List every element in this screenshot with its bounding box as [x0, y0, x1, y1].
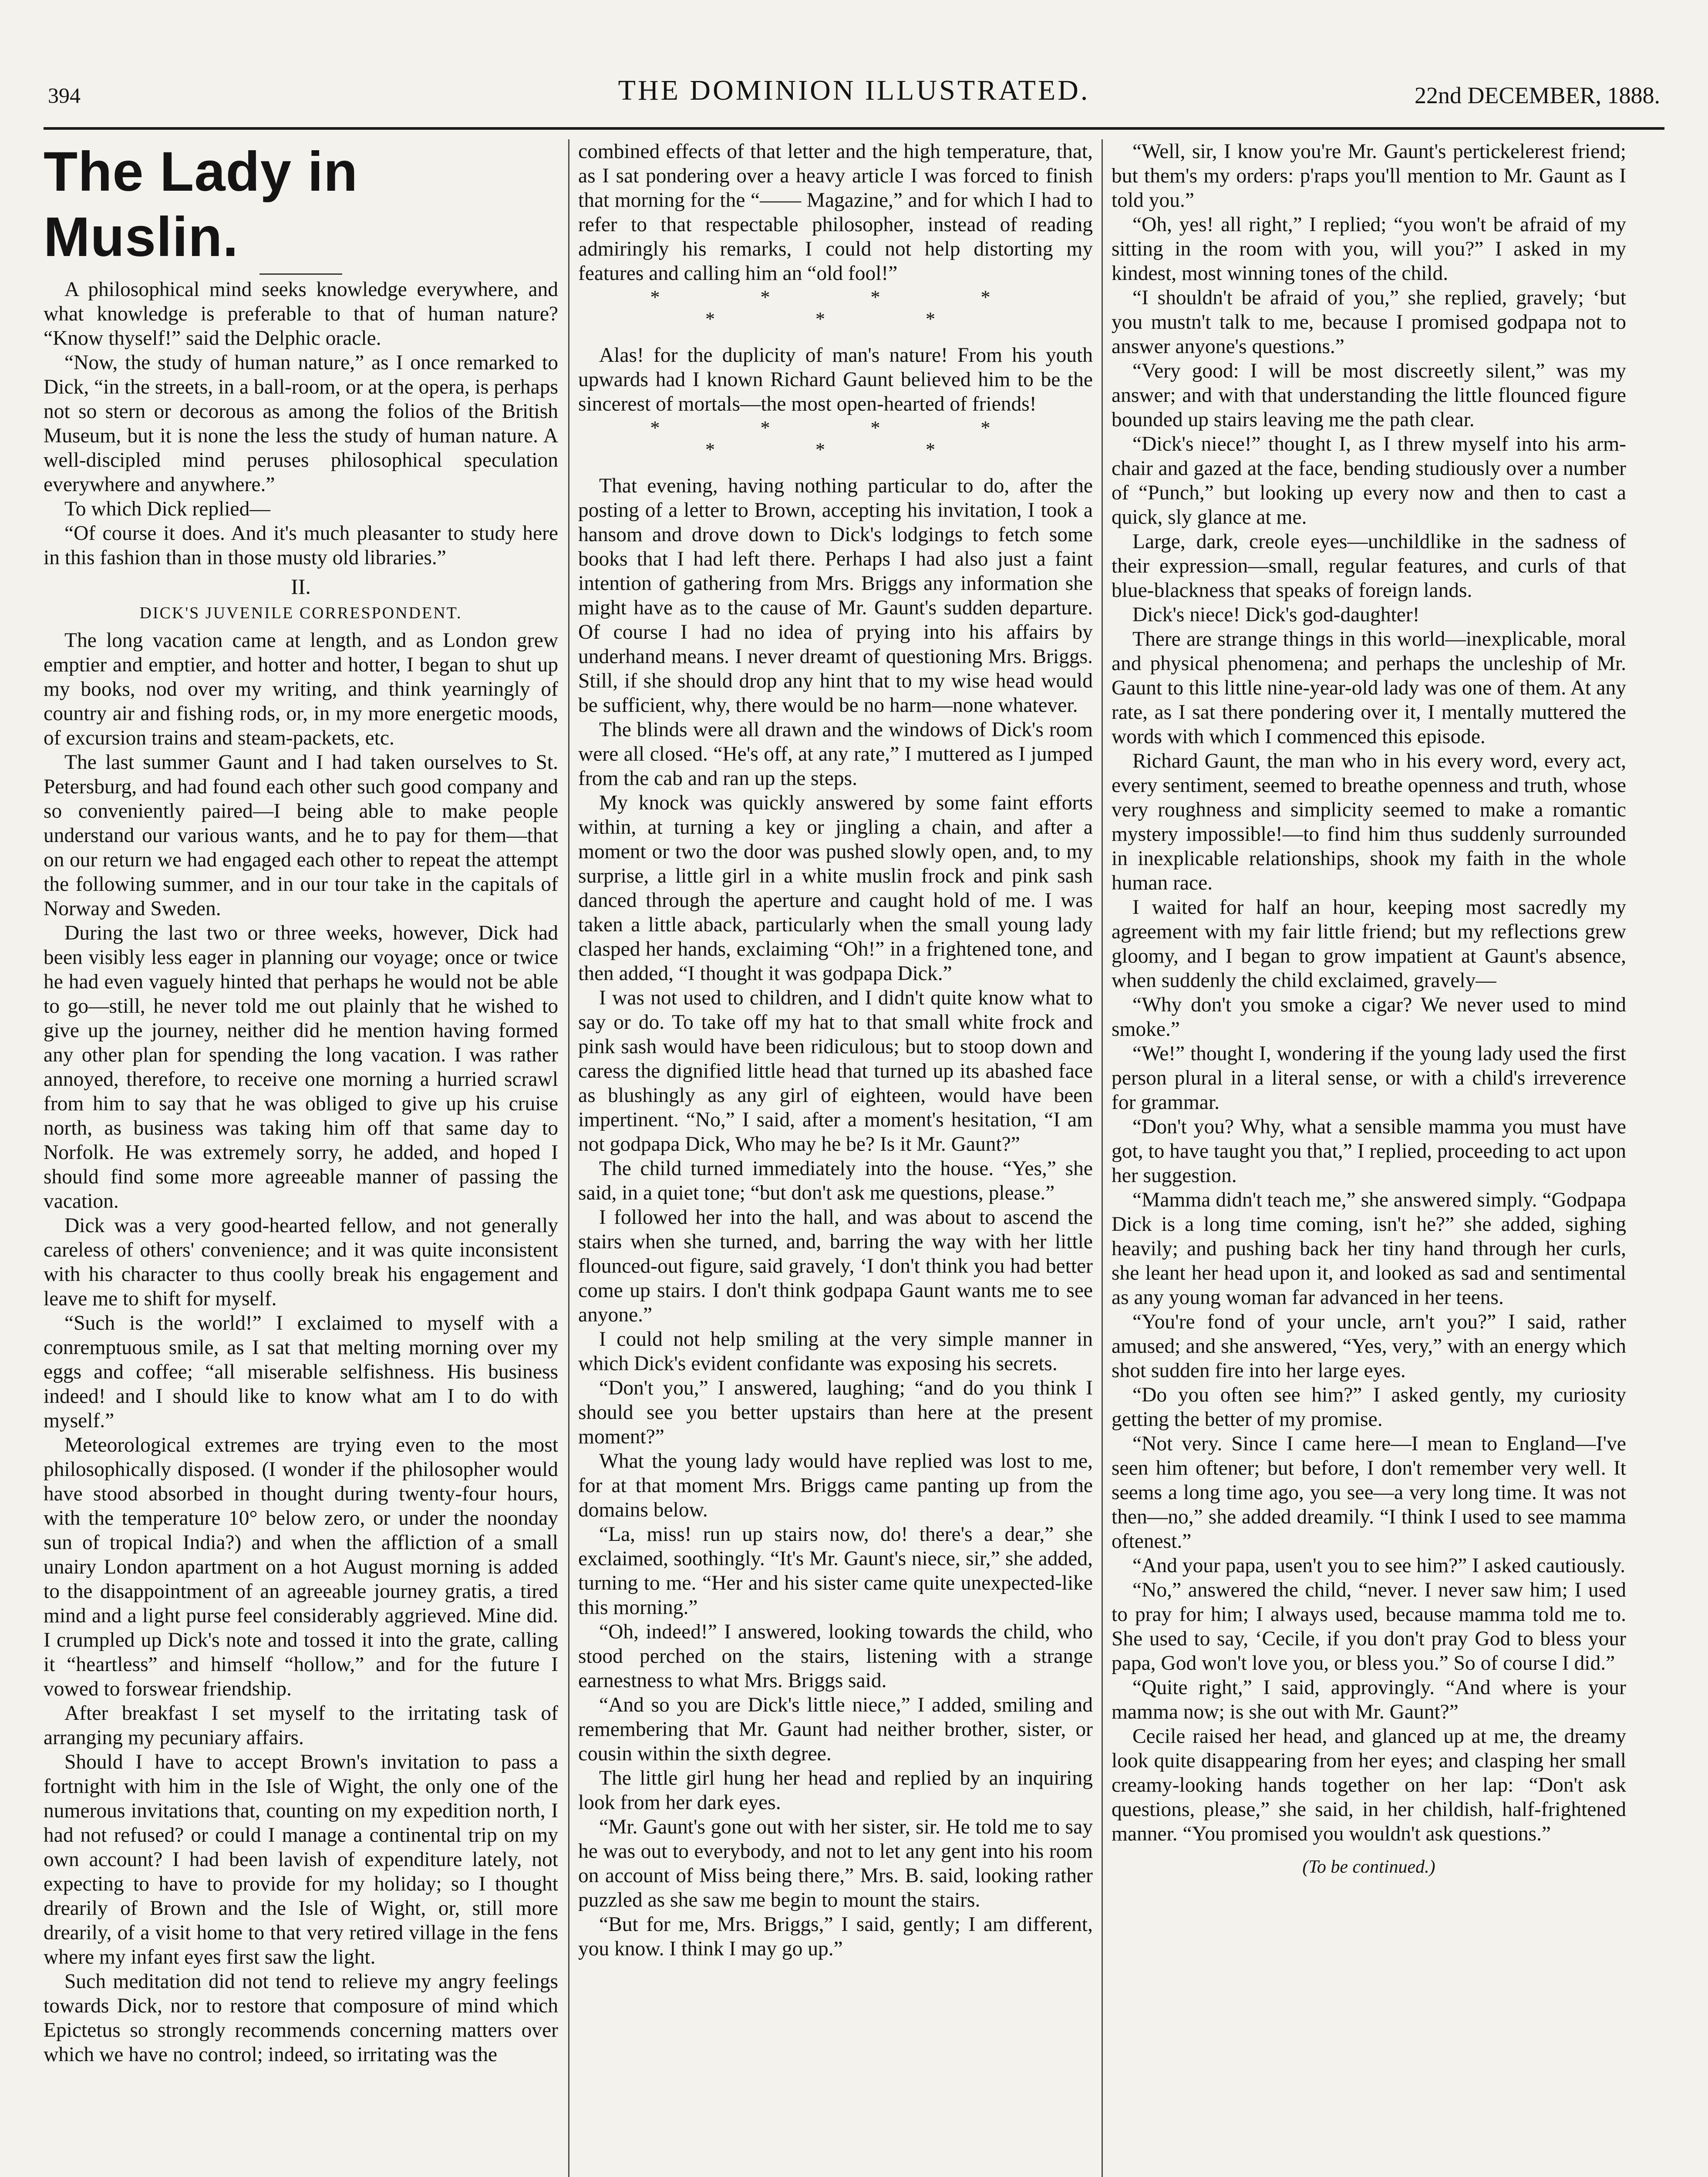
paragraph: Meteorological extremes are trying even to the most philosophically disposed. (I wonder if the philosopher would have stood absorbed in thought during twenty-four hours, with the temperature 10° below zero, or under the noonday sun of tropical India?) and when the affliction of a small unairy London apartment on a hot August morning is added to the disappointment of an agreeable journey gratis, a tired mind and a light purse feel considerably aggrieved. Mine did. I crumpled up Dick's note and tossed it into the grate, calling it “heartless” and himself “hollow,” and for the future I vowed to forswear friendship. [44, 1434, 558, 1700]
paragraph: The blinds were all drawn and the windows of Dick's room were all closed. “He's off, at any rate,” I muttered as I jumped from the cab and ran up the steps. [578, 718, 1093, 790]
paragraph: combined effects of that letter and the high temperature, that, as I sat pondering over a heavy article I was forced to finish that morning for the “—— Magazine,” and for which I had to refer to that respectable philosopher, instead of reading admiringly his remarks, I could not help distorting my features and calling him an “old fool!” [578, 140, 1093, 285]
column-3-body [1112, 139, 1626, 1846]
paragraph: “Now, the study of human nature,” as I once remarked to Dick, “in the streets, in a ball-room, or at the opera, is perhaps not so stern or decorous as among the folios of the British Museum, but it is none the less the study of human nature. A well-discipled mind peruses philosophical speculation everywhere and anywhere.” [44, 351, 558, 496]
paragraph: What the young lady would have replied was lost to me, for at that moment Mrs. Briggs came panting up from the domains below. [578, 1450, 1093, 1521]
paragraph: There are strange things in this world—inexplicable, moral and physical phenomena; and perhaps the uncleship of Mr. Gaunt to this little nine-year-old lady was one of them. At any rate, as I sat there pondering over it, I mentally muttered the words with which I commenced this episode. [1112, 628, 1626, 748]
paragraph: Richard Gaunt, the man who in his every word, every act, every sentiment, seemed to breathe openness and truth, whose very roughness and simplicity seemed to make a romantic mystery impossible!—to find him thus suddenly surrounded in inexplicable relationships, shook my faith in the whole human race. [1112, 750, 1626, 894]
paragraph: Large, dark, creole eyes—unchildlike in the sadness of their expression—small, regular features, and curls of that blue-blackness that speaks of foreign lands. [1112, 530, 1626, 602]
paragraph: “And your papa, usen't you to see him?” I asked cautiously. [1132, 1554, 1625, 1577]
title-rule [259, 273, 342, 275]
paragraph: “Quite right,” I said, approvingly. “And where is your mamma now; is she out with Mr. Gaunt?” [1112, 1676, 1626, 1723]
column-2 [578, 139, 1093, 2177]
paragraph: After breakfast I set myself to the irritating task of arranging my pecuniary affairs. [44, 1702, 558, 1749]
column-1-intro [44, 277, 558, 570]
paragraph: “Not very. Since I came here—I mean to England—I've seen him oftener; but before, I don't remember very well. It seems a long time ago, you see—a very long time. It was not then—no,” she added dreamily. “I think I used to see mamma oftenest.” [1112, 1432, 1626, 1553]
section-break-stars: * * * * * * * [650, 286, 1038, 330]
paragraph: “And so you are Dick's little niece,” I added, smiling and remembering that Mr. Gaunt had neither brother, sister, or cousin within the sixth degree. [578, 1694, 1093, 1765]
paragraph: “You're fond of your uncle, arn't you?” I said, rather amused; and she answered, “Yes, very,” with an energy which shot sudden fire into her large eyes. [1112, 1311, 1626, 1382]
paragraph: The last summer Gaunt and I had taken ourselves to St. Petersburg, and had found each other such good company and so conveniently paired—I being able to make people understand our various wants, and he to pay for them—that on our return we had engaged each other to repeat the attempt the following summer, and in our tour take in the capitals of Norway and Sweden. [44, 751, 558, 920]
paragraph: “Very good: I will be most discreetly silent,” was my answer; and with that understanding the little flounced figure bounded up stairs leaving me the path clear. [1112, 360, 1626, 431]
paragraph: “We!” thought I, wondering if the young lady used the first person plural in a literal sense, or with a child's irreverence for grammar. [1112, 1042, 1626, 1114]
paragraph: “But for me, Mrs. Briggs,” I said, gently; I am different, you know. I think I may go up.” [578, 1913, 1093, 1960]
paragraph: The long vacation came at length, and as London grew emptier and emptier, and hotter and hotter, I began to shut up my books, nod over my writing, and think yearningly of country air and fishing rods, or, in my more energetic moods, of excursion trains and steam-packets, etc. [44, 629, 558, 749]
paragraph: “Mr. Gaunt's gone out with her sister, sir. He told me to say he was out to everybody, and not to let any gent into his room on account of Miss being there,” Mrs. B. said, looking rather puzzled as she saw me begin to mount the stairs. [578, 1816, 1093, 1911]
paragraph: To which Dick replied— [64, 498, 270, 520]
to-be-continued: (To be continued.) [1302, 1857, 1435, 1877]
paragraph: “Of course it does. And it's much pleasanter to study here in this fashion than in those musty old libraries.” [44, 522, 558, 569]
paragraph: “Dick's niece!” thought I, as I threw myself into his arm-chair and gazed at the face, bending studiously over a number of “Punch,” but looking up every now and then to cast a quick, sly glance at me. [1112, 433, 1626, 529]
paragraph: I was not used to children, and I didn't quite know what to say or do. To take off my hat to that small white frock and pink sash would have been ridiculous; but to stoop down and caress the dignified little head that turned up its abashed face as blushingly as any girl of eighteen, would have been impertinent. “No,” I said, after a moment's hesitation, “I am not godpapa Dick, Who may he be? Is it Mr. Gaunt?” [578, 987, 1093, 1156]
column-2-part-c [578, 474, 1093, 1961]
masthead: THE DOMINION ILLUSTRATED. [618, 74, 1090, 106]
paragraph: “Oh, yes! all right,” I replied; “you won't be afraid of my sitting in the room with you, will you?” I asked in my kindest, most winning tones of the child. [1112, 213, 1626, 285]
paragraph: “Don't you? Why, what a sensible mamma you must have got, to have taught you that,” I replied, proceeding to act upon her suggestion. [1112, 1115, 1626, 1187]
paragraph: Such meditation did not tend to relieve my angry feelings towards Dick, nor to restore that composure of mind which Epictetus so strongly recommends concerning matters over which we have no control; indeed, so irritating was the [44, 1970, 558, 2066]
column-1-body [44, 628, 558, 2067]
paragraph: My knock was quickly answered by some faint efforts within, at turning a key or jingling a chain, and after a moment or two the door was pushed slowly open, and, to my surprise, a little girl in a white muslin frock and pink sash danced through the aperture and caught hold of me. I was taken a little aback, particularly when the small young lady clasped her hands, exclaiming “Oh!” in a frightened tone, and then added, “I thought it was godpapa Dick.” [578, 792, 1093, 985]
section-number: II. [291, 574, 311, 599]
paragraph: “Don't you,” I answered, laughing; “and do you think I should see you better upstairs than here at the present moment?” [578, 1377, 1093, 1448]
paragraph: I waited for half an hour, keeping most sacredly my agreement with my fair little friend; but my reflections grew gloomy, and I began to grow impatient at Gaunt's absence, when suddenly the child exclaimed, gravely— [1112, 896, 1626, 992]
column-divider [1102, 139, 1103, 2177]
paragraph: “Why don't you smoke a cigar? We never used to mind smoke.” [1112, 994, 1626, 1041]
paragraph: Dick's niece! Dick's god-daughter! [1132, 603, 1420, 626]
paragraph: “Do you often see him?” I asked gently, my curiosity getting the better of my promise. [1112, 1384, 1626, 1431]
paragraph: The little girl hung her head and replied by an inquiring look from her dark eyes. [578, 1767, 1093, 1814]
paragraph: Dick was a very good-hearted fellow, and not generally careless of others' convenience; and it was quite inconsistent with his character to thus coolly break his engagement and leave me to shift for myself. [44, 1214, 558, 1310]
paragraph: “I shouldn't be afraid of you,” she replied, gravely; ‘but you mustn't talk to me, because I promised godpapa not to answer anyone's questions.” [1112, 286, 1626, 358]
column-divider [568, 139, 569, 2177]
paragraph: I could not help smiling at the very simple manner in which Dick's evident confidante was exposing his secrets. [578, 1328, 1093, 1375]
paragraph: “Mamma didn't teach me,” she answered simply. “Godpapa Dick is a long time coming, isn't he?” she added, sighing heavily; and pushing back her tiny hand through her curls, she leant her head upon it, and looked as sad and sentimental as any young woman far advanced in her teens. [1112, 1189, 1626, 1309]
column-1 [44, 139, 558, 2177]
paragraph: Cecile raised her head, and glanced up at me, the dreamy look quite disappearing from her eyes; and clasping her small creamy-looking hands together on her lap: “Don't ask questions, please,” she said, in her childish, half-frightened manner. “You promised you wouldn't ask questions.” [1112, 1725, 1626, 1845]
page-number: 394 [48, 83, 81, 108]
paragraph: Alas! for the duplicity of man's nature! From his youth upwards had I known Richard Gaunt believed him to be the sincerest of mortals—the most open-hearted of friends! [578, 344, 1093, 415]
section-title: DICK'S JUVENILE CORRESPONDENT. [139, 604, 462, 622]
header-rule [44, 127, 1664, 130]
page-header [48, 74, 1660, 122]
column-2-part-b [578, 343, 1093, 416]
paragraph: The child turned immediately into the house. “Yes,” she said, in a quiet tone; “but don't ask me questions, please.” [578, 1157, 1093, 1204]
column-3 [1112, 139, 1626, 2177]
paragraph: “La, miss! run up stairs now, do! there's a dear,” she exclaimed, soothingly. “It's Mr. Gaunt's niece, sir,” she added, turning to me. “Her and his sister came quite unexpected-like this morning.” [578, 1523, 1093, 1619]
paragraph: I followed her into the hall, and was about to ascend the stairs when she turned, and, barring the way with her little flounced-out figure, said gravely, ‘I don't think you had better come up stairs. I don't think godpapa Gaunt wants me to see anyone.” [578, 1206, 1093, 1326]
paragraph: That evening, having nothing particular to do, after the posting of a letter to Brown, accepting his invitation, I took a hansom and drove down to Dick's lodgings to fetch some books that I had left there. Perhaps I had also just a faint intention of gathering from Mrs. Briggs any information she might have as to the cause of Mr. Gaunt's sudden departure. Of course I had no idea of prying into his affairs by underhand means. I never dreamt of questioning Mrs. Briggs. Still, if she should drop any hint that to my wise head would be sufficient, why, there would be no harm—none whatever. [578, 475, 1093, 717]
paragraph: “No,” answered the child, “never. I never saw him; I used to pray for him; I always used, because mamma told me to. She used to say, ‘Cecile, if you don't pray God to bless your papa, God won't love you, or bless you.” So of course I did.” [1112, 1579, 1626, 1675]
paragraph: “Such is the world!” I exclaimed to myself with a conremptuous smile, as I sat that melting morning over my eggs and coffee; “all miserable selfishness. His business indeed! and I should like to know what am I to do with myself.” [44, 1312, 558, 1432]
paragraph: Should I have to accept Brown's invitation to pass a fortnight with him in the Isle of Wight, the only one of the numerous invitations that, counting on my expedition north, I had not refused? or could I manage a continental trip on my own account? I had been lavish of expenditure lately, not expecting to have to provide for my holiday; so I thought drearily of Brown and the Isle of Wight, or, still more drearily, of a visit home to that very retired village in the fens where my infant eyes first saw the light. [44, 1751, 558, 1968]
issue-date: 22nd DECEMBER, 1888. [1414, 82, 1660, 108]
paragraph: During the last two or three weeks, however, Dick had been visibly less eager in planning our voyage; once or twice he had even vaguely hinted that perhaps he would not be able to go—still, he never told me out plainly that he wished to give up the journey, neither did he mention having formed any other plan for spending the long vacation. I was rather annoyed, therefore, to receive one morning a hurried scrawl from him to say that he was obliged to give up his cruise north, as business was taking him off that same day to Norfolk. He was extremely sorry, he added, and hoped I should find some more agreeable manner of passing the vacation. [44, 922, 558, 1213]
column-2-part-a [578, 139, 1093, 286]
section-break-stars: * * * * * * * [650, 417, 1038, 460]
article-title: The Lady in Muslin. [44, 141, 358, 268]
paragraph: “Well, sir, I know you're Mr. Gaunt's pertickelerest friend; but them's my orders: p'raps you'll mention to Mr. Gaunt as I told you.” [1112, 140, 1626, 212]
paragraph: “Oh, indeed!” I answered, looking towards the child, who stood perched on the stairs, listening with a strange earnestness to what Mrs. Briggs said. [578, 1621, 1093, 1692]
paragraph: A philosophical mind seeks knowledge everywhere, and what knowledge is preferable to that of human nature? “Know thyself!” said the Delphic oracle. [44, 278, 558, 350]
